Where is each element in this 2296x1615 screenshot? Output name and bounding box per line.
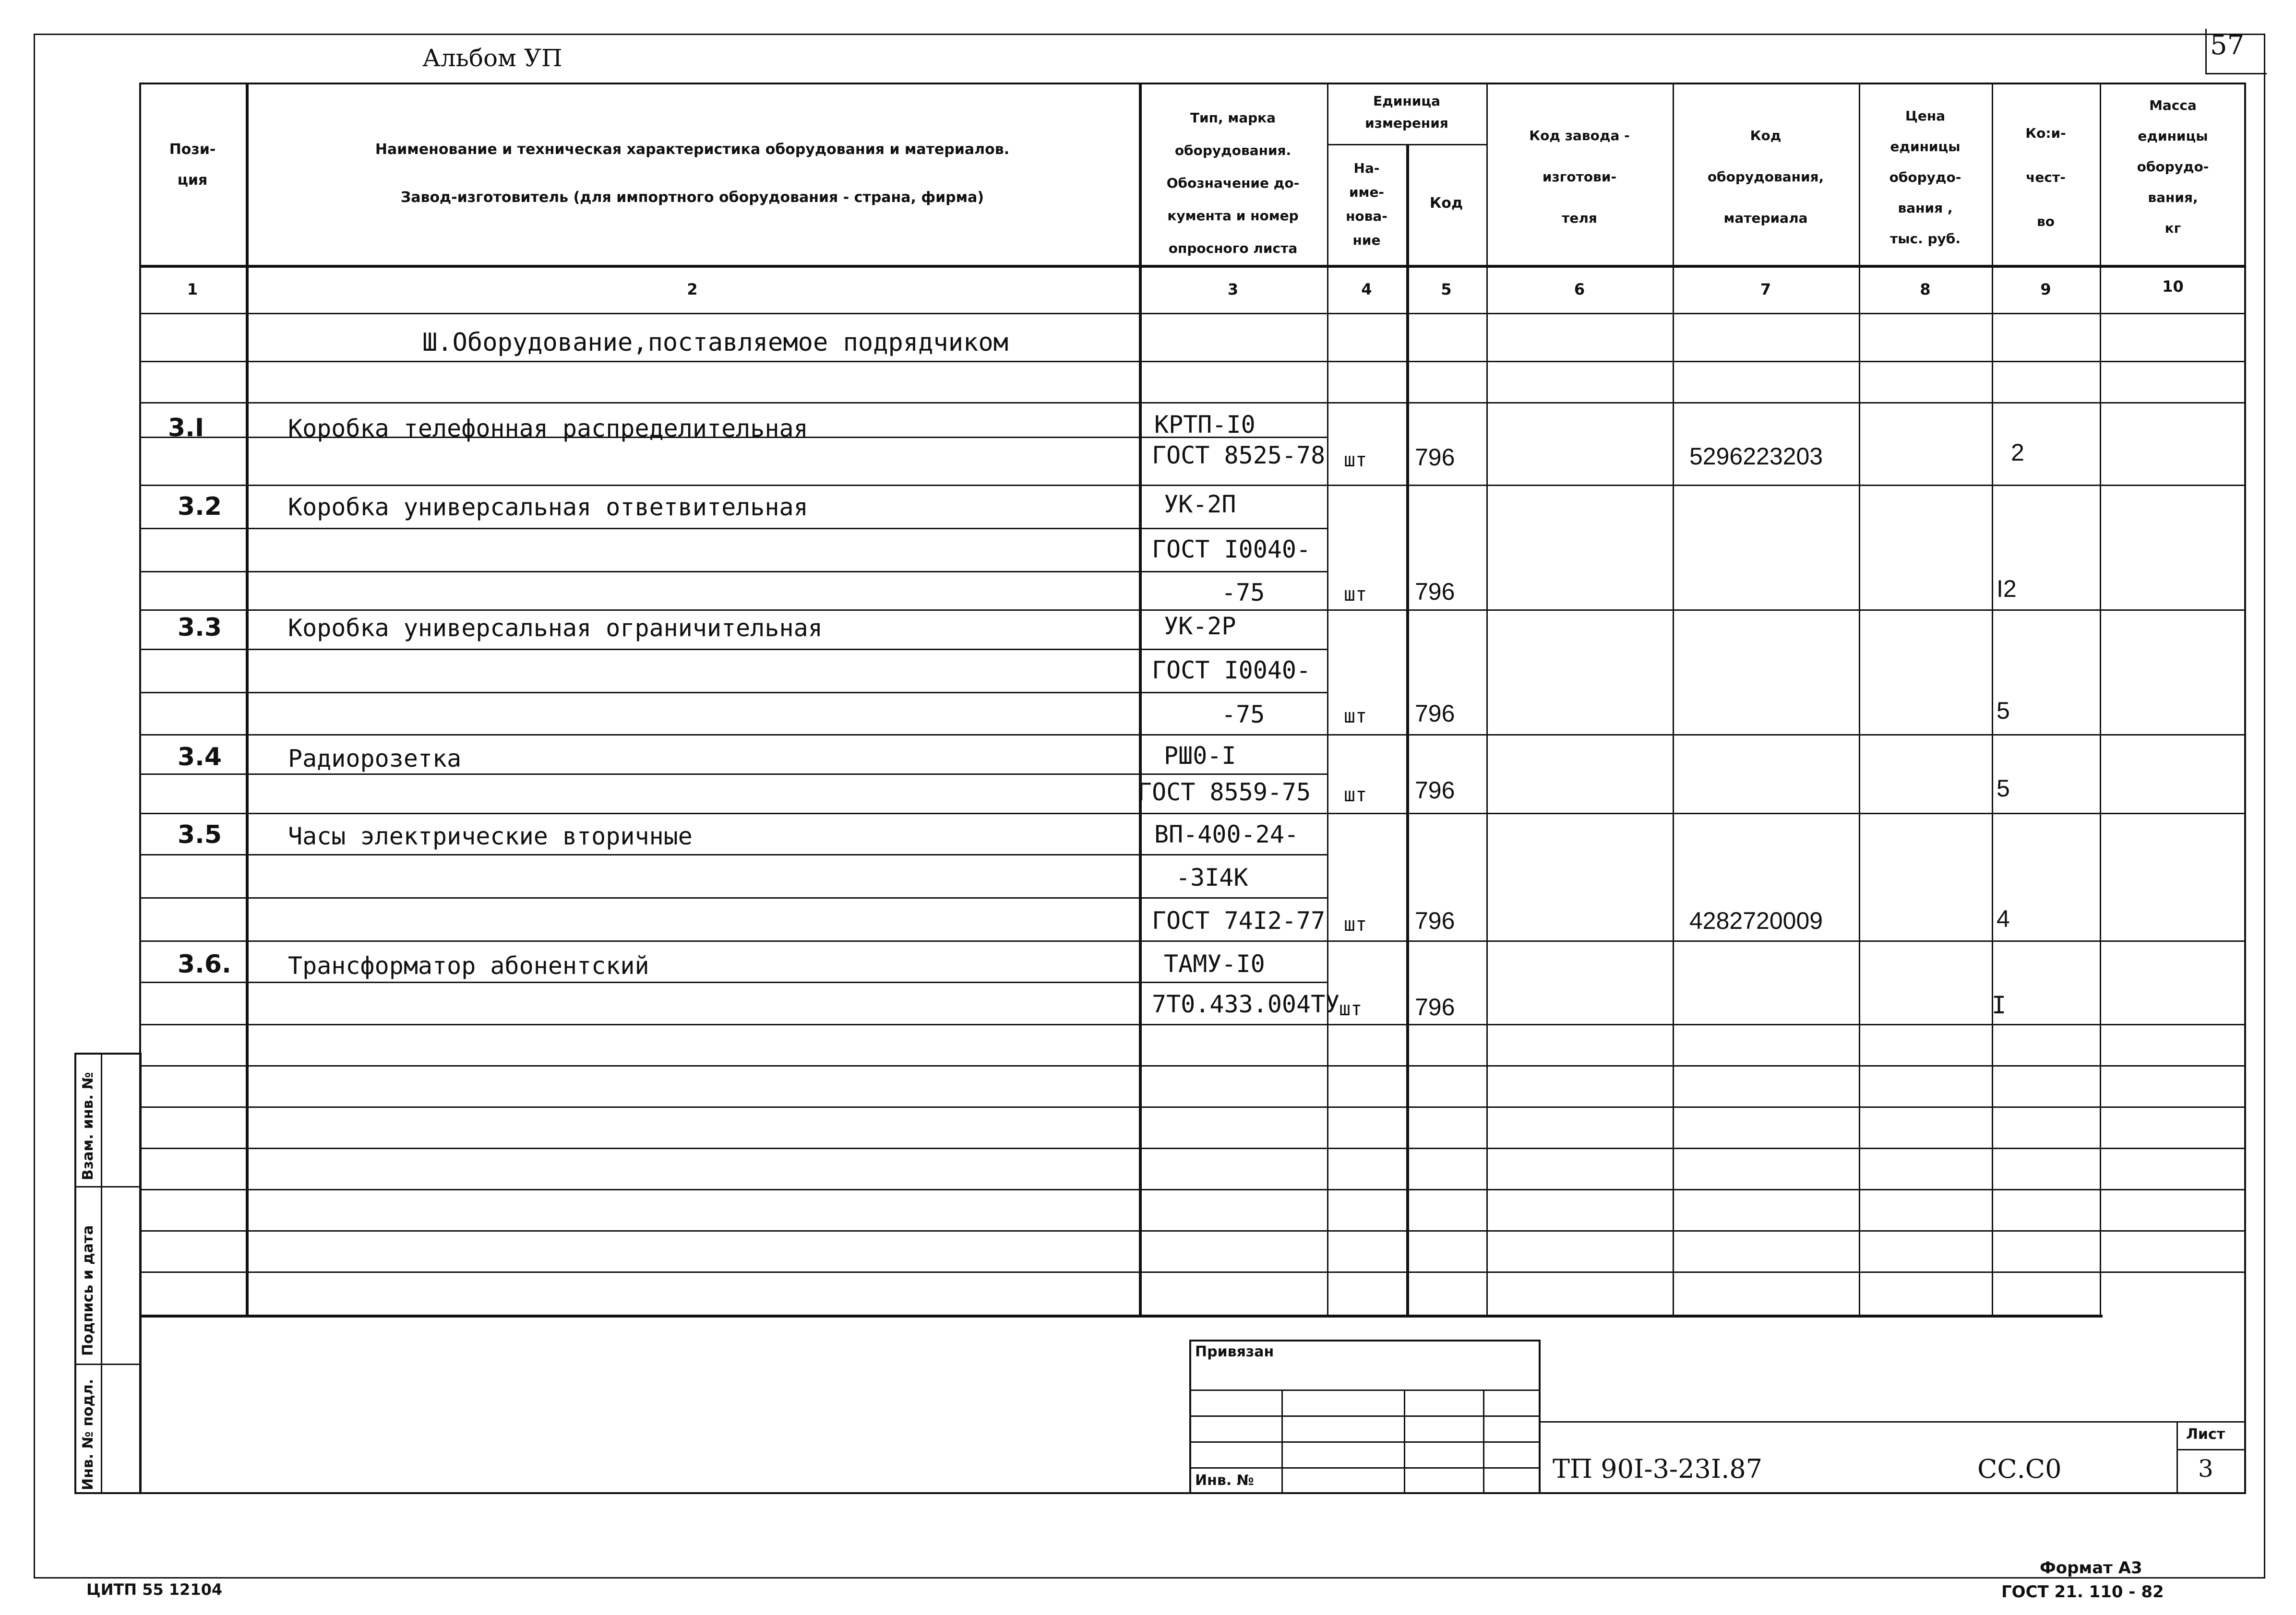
row-line [139, 1230, 2246, 1232]
row-type: -75 [1221, 579, 1265, 606]
row-type: -75 [1221, 701, 1265, 728]
row-line [139, 571, 1327, 572]
row-name: Коробка универсальная ограничительная [288, 614, 823, 642]
row-unit: шт [1344, 784, 1367, 806]
privyazan-divider [1404, 1389, 1405, 1494]
row-qty: I2 [1997, 575, 2017, 602]
header-name: Наименование и техническая характеристика оборудования и материалов. Завод-изготовитель (для импортного оборудования - страна, фирма) [375, 141, 1010, 206]
row-line [139, 1024, 2246, 1025]
row-type: 7Т0.433.004ТУ [1152, 990, 1340, 1018]
row-line [139, 1148, 2246, 1149]
row-code: 796 [1415, 700, 1455, 727]
header-unit: Единица измерения [1365, 93, 1448, 131]
row-type: ГОСТ I0040- [1152, 535, 1311, 563]
colnum-10: 10 [2162, 277, 2184, 296]
row-name: Радиорозетка [288, 745, 462, 772]
row-type: ГОСТ 8525-78 [1152, 441, 1326, 469]
row-line [139, 1189, 2246, 1190]
row-line [139, 734, 2246, 736]
list-divider-h [2176, 1449, 2246, 1450]
doc-code: ТП 90I-3-23I.87 [1553, 1454, 1763, 1484]
row-line [139, 773, 1327, 775]
row-type: ГОСТ 8559-75 [1137, 778, 1311, 806]
footer-gost: ГОСТ 21. 110 - 82 [2001, 1582, 2164, 1602]
row-type: ГОСТ I0040- [1152, 656, 1311, 684]
privyazan-line [1189, 1389, 1541, 1391]
row-line [139, 361, 2246, 362]
row-qty: 4 [1997, 905, 2010, 932]
row-line [139, 692, 1327, 693]
colnum-divider [139, 313, 2246, 314]
mass-column-end [2103, 1276, 2244, 1318]
col-line-5 [1486, 83, 1488, 1317]
row-type: УК-2Р [1164, 612, 1236, 640]
row-qty: 5 [1997, 697, 2010, 724]
row-line [139, 940, 2246, 942]
row-type: РШ0-I [1164, 742, 1236, 770]
unit-header-split [1327, 144, 1486, 145]
row-type: КРТП-I0 [1154, 411, 1256, 439]
row-line [139, 1271, 2246, 1273]
corner-sheet-number: 57 [2210, 30, 2245, 61]
row-type: УК-2П [1164, 490, 1236, 518]
footer-left: ЦИТП 55 12104 [86, 1580, 223, 1599]
col-line-8 [1992, 83, 1993, 1317]
header-price: Цена единицы оборудо- вания , тыс. руб. [1889, 108, 1961, 247]
row-material-code: 4282720009 [1689, 907, 1823, 934]
row-type: ВП-400-24- [1154, 820, 1299, 848]
header-qty: Ко:и- чест- во [2025, 125, 2066, 229]
row-code: 796 [1415, 578, 1455, 605]
side-strip-line [74, 1364, 142, 1365]
row-line [139, 485, 2246, 486]
colnum-2: 2 [687, 280, 698, 298]
row-code: 796 [1415, 994, 1455, 1021]
doc-code-top [1541, 1421, 2246, 1423]
row-name: Коробка телефонная распределительная [288, 415, 808, 442]
side-strip-line [74, 1186, 142, 1188]
header-factory-code: Код завода - изготови- теля [1529, 128, 1630, 226]
row-material-code: 5296223203 [1689, 443, 1823, 470]
col-line-7 [1859, 83, 1860, 1317]
colnum-6: 6 [1574, 280, 1585, 298]
privyazan-line [1189, 1415, 1541, 1417]
col-line-1 [246, 83, 249, 1317]
colnum-7: 7 [1760, 280, 1771, 298]
colnum-1: 1 [187, 280, 198, 298]
row-unit: шт [1339, 998, 1363, 1020]
row-pos: 3.2 [178, 492, 222, 521]
side-label-signature: Подпись и дата [80, 1225, 96, 1356]
list-label: Лист [2186, 1426, 2225, 1443]
row-line [139, 982, 1327, 983]
header-mass: Масса единицы оборудо- вания, кг [2137, 97, 2209, 236]
header-unit-name: На- име- нова- ние [1346, 160, 1387, 248]
colnum-9: 9 [2040, 280, 2051, 298]
row-pos: 3.6. [178, 950, 231, 979]
row-type: ТАМУ-I0 [1164, 950, 1265, 978]
side-label-inventory: Инв. № подл. [80, 1378, 96, 1490]
col-line-9 [2100, 83, 2101, 1317]
section-title: Ш.Оборудование,поставляемое подрядчиком [422, 328, 1008, 357]
row-line [139, 854, 1327, 855]
row-line [139, 649, 1327, 650]
col-line-6 [1673, 83, 1674, 1317]
row-qty: 2 [2011, 439, 2024, 466]
row-pos: 3.4 [178, 743, 222, 772]
privyazan-label: Привязан [1195, 1343, 1274, 1360]
header-type: Тип, марка оборудования. Обозначение до- кумента и номер опросного листа [1166, 110, 1300, 256]
privyazan-line [1189, 1441, 1541, 1443]
row-line [139, 609, 2246, 611]
colnum-3: 3 [1227, 280, 1239, 298]
col-line-2 [1139, 83, 1142, 1317]
row-line [139, 1065, 2246, 1067]
row-pos: 3.5 [178, 820, 222, 849]
row-line [139, 402, 2246, 404]
colnum-5: 5 [1441, 280, 1452, 298]
row-code: 796 [1415, 444, 1455, 471]
privyazan-block [1189, 1340, 1541, 1494]
colnum-8: 8 [1920, 280, 1931, 298]
row-pos: 3.I [168, 414, 204, 442]
row-type: ГОСТ 74I2-77 [1152, 907, 1326, 935]
doc-suffix: СС.С0 [1977, 1454, 2062, 1484]
side-label-replacement: Взам. инв. № [80, 1072, 96, 1180]
privyazan-divider [1483, 1389, 1484, 1494]
list-divider [2176, 1421, 2178, 1494]
row-type: -3I4К [1176, 864, 1248, 891]
list-number: 3 [2198, 1455, 2213, 1483]
row-code: 796 [1415, 907, 1455, 934]
header-divider [139, 265, 2246, 268]
side-strip-divider [101, 1053, 102, 1494]
row-name: Часы электрические вторичные [288, 822, 693, 850]
row-unit: шт [1344, 449, 1367, 471]
col-line-4 [1406, 144, 1409, 1317]
row-pos: 3.3 [178, 613, 222, 642]
inv-no-label: Инв. № [1195, 1472, 1254, 1489]
privyazan-line [1189, 1467, 1541, 1469]
row-qty: I [1992, 991, 2007, 1019]
row-line [139, 813, 2246, 814]
header-material-code: Код оборудования, материала [1707, 128, 1824, 226]
row-unit: шт [1344, 914, 1367, 936]
row-unit: шт [1344, 705, 1367, 727]
header-pos: Пози- ция [169, 141, 216, 189]
row-line [139, 528, 1327, 529]
row-code: 796 [1415, 777, 1455, 804]
col-line-3 [1327, 83, 1328, 1317]
row-qty: 5 [1997, 775, 2010, 802]
album-title: Альбом УП [422, 44, 562, 72]
row-unit: шт [1344, 583, 1367, 606]
row-name: Коробка универсальная ответвительная [288, 493, 808, 521]
row-line [139, 897, 1327, 899]
privyazan-divider [1281, 1389, 1283, 1494]
row-name: Трансформатор абонентский [288, 952, 649, 980]
colnum-4: 4 [1361, 280, 1372, 298]
footer-format: Формат А3 [2040, 1558, 2142, 1578]
row-line [139, 1106, 2246, 1108]
header-unit-code: Код [1429, 195, 1463, 212]
